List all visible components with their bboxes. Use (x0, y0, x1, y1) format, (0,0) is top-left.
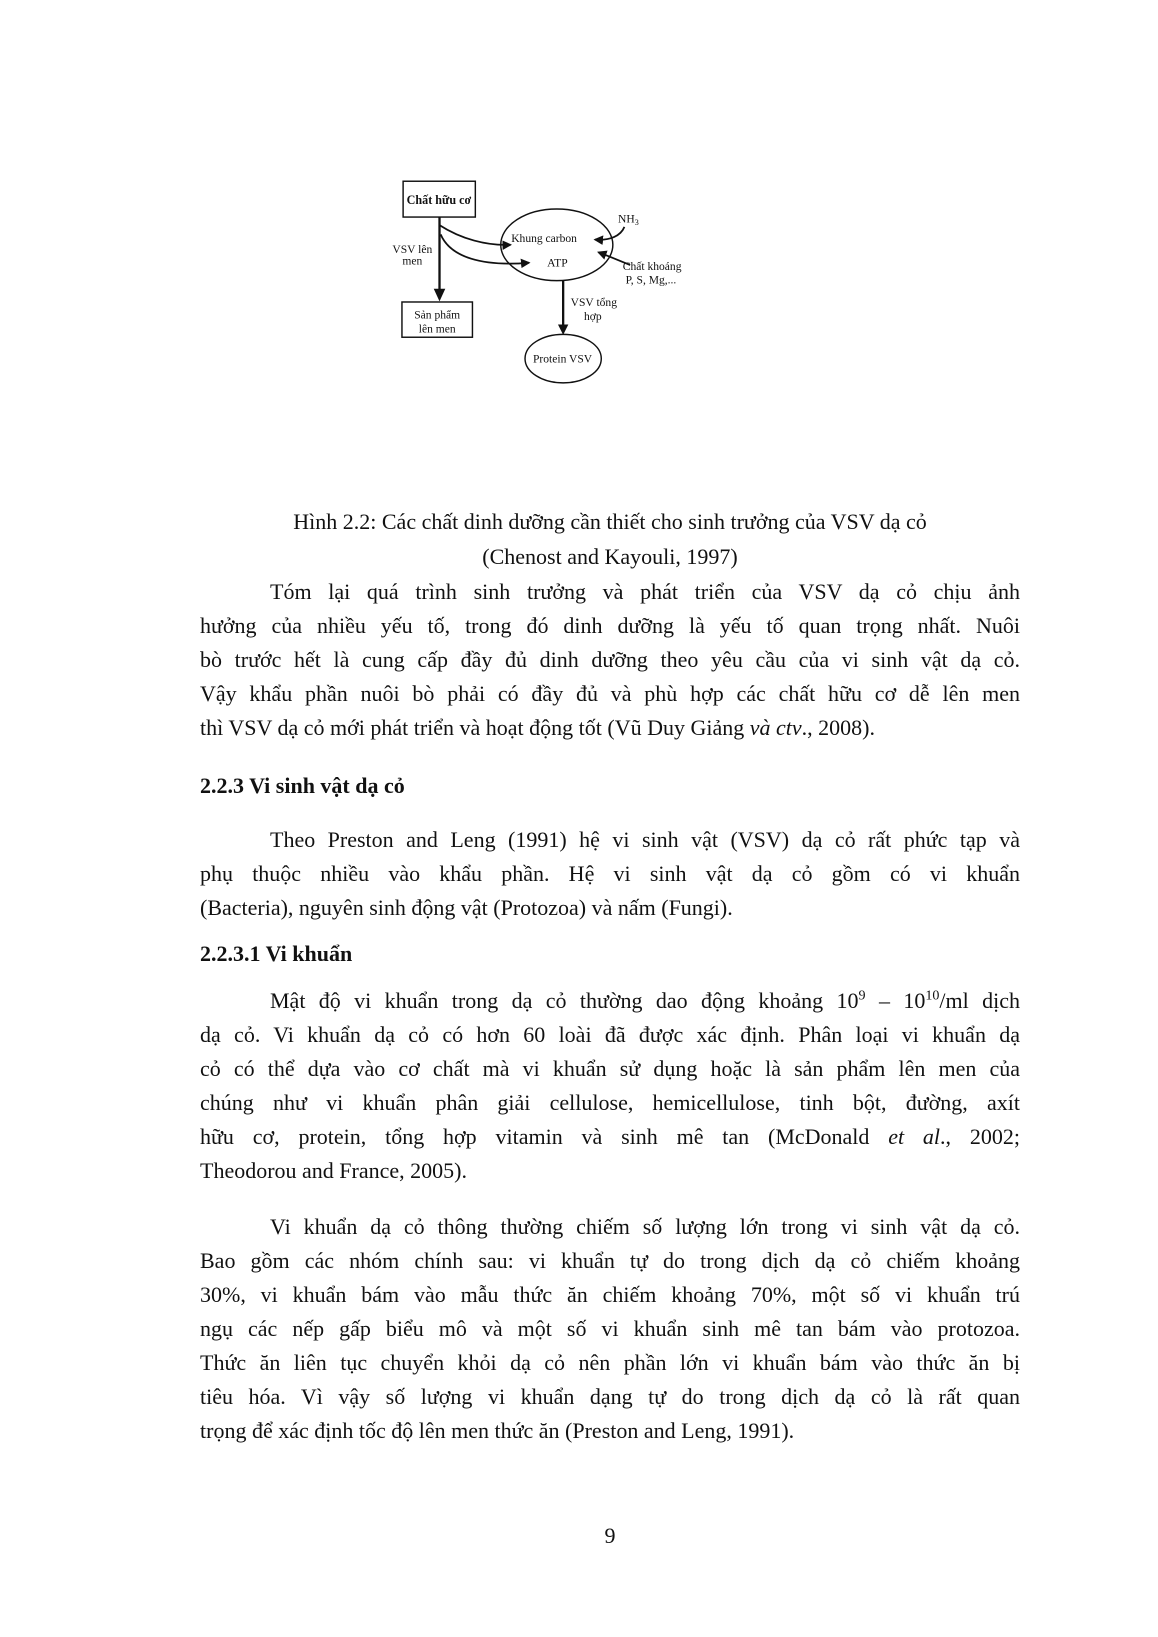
text-line: cỏ có thể dựa vào cơ chất mà vi khuẩn sử dụng hoặc là sản phẩm lên men của (200, 1056, 1020, 1081)
text-line: Theo Preston and Leng (1991) hệ vi sinh vật (VSV) dạ cỏ rất phức tạp và (270, 827, 1020, 852)
figure-caption-line1: Hình 2.2: Các chất dinh dưỡng cần thiết cho sinh trưởng của VSV dạ cỏ (293, 509, 927, 534)
text-line: Bao gồm các nhóm chính sau: vi khuẩn tự do trong dịch dạ cỏ chiếm khoảng (200, 1248, 1020, 1273)
text-line: ngụ các nếp gấp biểu mô và một số vi khuẩn sinh mê tan bám vào protozoa. (200, 1316, 1020, 1341)
text-line: hữu cơ, protein, tổng hợp vitamin và sinh mê tan (McDonald et al., 2002; (200, 1124, 1020, 1149)
text-line: trọng để xác định tốc độ lên men thức ăn (Preston and Leng, 1991). (200, 1418, 795, 1443)
diagram-shapes (392, 181, 681, 383)
text-line: bò trước hết là cung cấp đầy đủ dinh dưỡng theo yêu cầu của vi sinh vật dạ cỏ. (200, 647, 1020, 672)
text-line: (Bacteria), nguyên sinh động vật (Protozoa) và nấm (Fungi). (200, 895, 733, 920)
text-line: Tóm lại quá trình sinh trưởng và phát triển của VSV dạ cỏ chịu ảnh (270, 579, 1020, 604)
protein-vsv-label: Protein VSV (533, 353, 593, 366)
fermentation-product-label-line1: Sản phẩm (414, 309, 461, 322)
paragraph-bacteria-groups (200, 1210, 1020, 1448)
minerals-label-line1: Chất khoáng (622, 261, 682, 274)
text-line: hưởng của nhiều yếu tố, trong đó dinh dưỡng là yếu tố quan trọng nhất. Nuôi (200, 613, 1020, 638)
text-line: 30%, vi khuẩn bám vào mẫu thức ăn chiếm khoảng 70%, một số vi khuẩn trú (200, 1282, 1020, 1307)
minerals-label-line2: P, S, Mg,... (625, 274, 677, 287)
text-line: phụ thuộc nhiều vào khẩu phần. Hệ vi sinh vật dạ cỏ gồm có vi khuẩn (200, 861, 1020, 886)
figure-diagram (380, 140, 900, 505)
text-line: thì VSV dạ cỏ mới phát triển và hoạt động tốt (Vũ Duy Giảng và ctv., 2008). (200, 715, 875, 740)
organic-matter-box-label: Chất hữu cơ (406, 192, 472, 207)
text-line: Vi khuẩn dạ cỏ thông thường chiếm số lượng lớn trong vi sinh vật dạ cỏ. (270, 1214, 1020, 1239)
nh3-label: $NH_3$ (618, 213, 639, 228)
cell-atp-label: ATP (547, 257, 568, 270)
text-line: Theodorou and France, 2005). (200, 1158, 467, 1183)
fermentation-product-label-line2: lên men (418, 323, 456, 336)
vsv-synthesis-label-line1: VSV tổng (570, 297, 617, 310)
vsv-ferment-label-line2: men (402, 255, 423, 268)
ferment-arrowhead-icon (434, 289, 446, 302)
minerals-arrow (598, 252, 630, 265)
text-line: Mật độ vi khuẩn trong dạ cỏ thường dao động khoảng $10^9 - 10^{10}/ml$ dịch (270, 987, 1021, 1013)
curve-arrow-to-carbon (440, 225, 511, 245)
text-line: Vậy khẩu phần nuôi bò phải có đầy đủ và phù hợp các chất hữu cơ dễ lên men (200, 681, 1020, 706)
figure-caption-line2: (Chenost and Kayouli, 1997) (482, 544, 738, 569)
vsv-synthesis-label-line2: hợp (583, 310, 602, 323)
paragraph-bacteria-density (200, 984, 1020, 1188)
cell-carbon-label: Khung carbon (511, 232, 577, 245)
text-line: Thức ăn liên tục chuyển khỏi dạ cỏ nên phần lớn vi khuẩn bám vào thức ăn bị (200, 1350, 1020, 1375)
figure-caption (200, 504, 1020, 574)
paragraph-summary (200, 575, 1020, 745)
paragraph-microbe-system (200, 823, 1020, 925)
section-heading-2-2-3-1: 2.2.3.1 Vi khuẩn (200, 941, 353, 966)
section-heading-2-2-3: 2.2.3 Vi sinh vật dạ cỏ (200, 773, 405, 798)
vsv-ferment-label-line1: VSV lên (392, 243, 433, 256)
text-line: dạ cỏ. Vi khuẩn dạ cỏ có hơn 60 loài đã được xác định. Phân loại vi khuẩn dạ (200, 1022, 1020, 1047)
synthesis-arrowhead-icon (558, 325, 568, 335)
text-line: chúng như vi khuẩn phân giải cellulose, hemicellulose, tinh bột, đường, axít (200, 1090, 1020, 1115)
text-line: tiêu hóa. Vì vậy số lượng vi khuẩn dạng tự do trong dịch dạ cỏ là rất quan (200, 1384, 1020, 1409)
page-number: 9 (604, 1523, 616, 1548)
